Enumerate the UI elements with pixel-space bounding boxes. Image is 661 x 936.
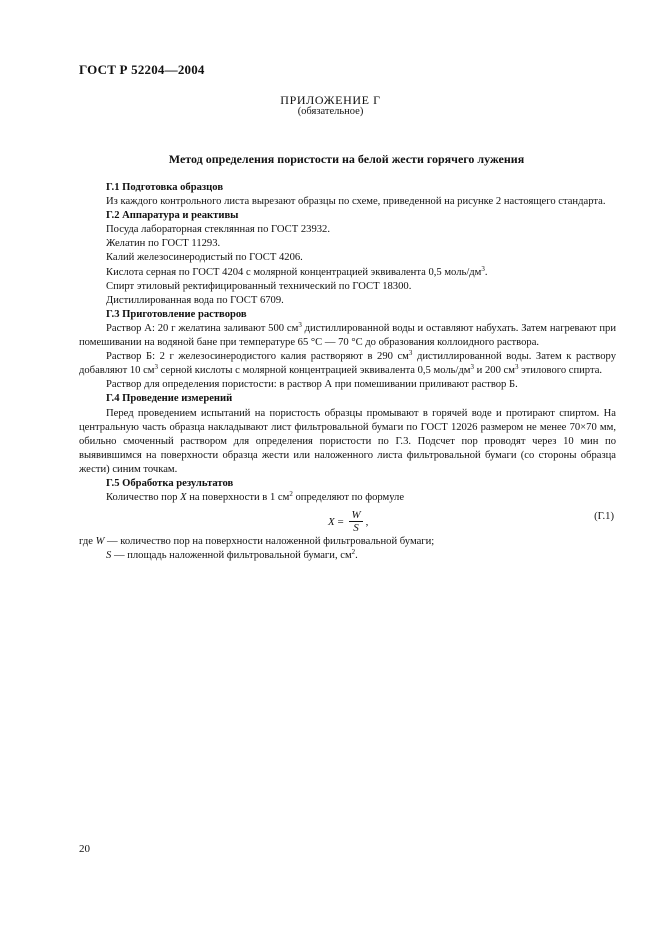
formula-tail: , bbox=[365, 515, 369, 528]
standard-code: ГОСТ Р 52204—2004 bbox=[79, 62, 205, 77]
section-g1-text: Из каждого контрольного листа вырезают образцы по схеме, приведенной на рисунке 2 настоящего стандарта. bbox=[106, 196, 606, 208]
formula-g1 bbox=[328, 509, 368, 534]
appendix-title: ПРИЛОЖЕНИЕ Г bbox=[280, 93, 381, 107]
equipment-item: Спирт этиловый ректифицированный технический по ГОСТ 18300. bbox=[106, 280, 412, 292]
porosity-solution-text: Раствор для определения пористости: в раствор А при помешивании приливают раствор Б. bbox=[106, 379, 518, 391]
section-g5-heading: Г.5 Обработка результатов bbox=[106, 477, 234, 489]
formula-numerator: W bbox=[351, 509, 361, 522]
section-g4-heading: Г.4 Проведение измерений bbox=[106, 393, 233, 405]
equipment-item: Дистиллированная вода по ГОСТ 6709. bbox=[106, 294, 284, 306]
section-g1-heading: Г.1 Подготовка образцов bbox=[106, 182, 224, 193]
section-g3-heading: Г.3 Приготовление растворов bbox=[106, 308, 247, 320]
formula-number: (Г.1) bbox=[594, 511, 614, 523]
formula-lhs: X bbox=[328, 515, 335, 528]
section-g5-text: Количество пор X на поверхности в 1 $см^2$ определяют по формуле bbox=[106, 490, 405, 504]
equipment-item: Кислота серная по ГОСТ 4204 с молярной концентрацией эквивалента 0,5 моль/$дм^3$. bbox=[106, 264, 488, 278]
formula-equals: = bbox=[334, 515, 347, 528]
document-body bbox=[79, 181, 616, 563]
page-number: 20 bbox=[79, 843, 90, 855]
formula-denominator: S bbox=[353, 522, 359, 535]
method-title: Метод определения пористости на белой жести горячего лужения bbox=[168, 152, 525, 166]
solution-b-text: Раствор Б: 2 г железосинеродистого калия растворяют в 290 $см^3$ дистиллированной воды. Затем к раствору добавляют 10 $см^3$ серной кислоты с молярной концентрацией эквивалента 0,5 моль/$дм^3$ и 200 $см^3$ этилового спирта. bbox=[79, 349, 616, 377]
equipment-item: Калий железосинеродистый по ГОСТ 4206. bbox=[106, 252, 303, 264]
equipment-item: Желатин по ГОСТ 11293. bbox=[106, 238, 221, 250]
where-s-text: S — площадь наложенной фильтровальной бумаги, $см^2$. bbox=[106, 548, 358, 562]
appendix-subtitle: (обязательное) bbox=[297, 106, 364, 117]
formula-row bbox=[79, 505, 616, 535]
section-g4-text: Перед проведением испытаний на пористость образцы промывают в горячей воде и протирают спиртом. На центральную часть образца накладывают лист фильтровальной бумаги по ГОСТ 12026 размером не менее 70×70 мм, обильно смоченный раствором для определения пористости по Г.3. Подсчет пор проводят через 10 мин по выявившимся на поверхности образца жести или наложенного листа фильтровальной бумаги (со стороны образца жести) синим точкам. bbox=[79, 407, 616, 475]
where-w-text: где W — количество пор на поверхности наложенной фильтровальной бумаги; bbox=[79, 536, 435, 548]
solution-a-text: Раствор А: 20 г желатина заливают 500 $см^3$ дистиллированной воды и оставляют набухать. Затем нагревают при помешивании на водяной бане при температуре 65 °С — 70 °С до образования коллоидного раствора. bbox=[79, 320, 616, 349]
equipment-item: Посуда лабораторная стеклянная по ГОСТ 23932. bbox=[106, 224, 330, 236]
section-g2-heading: Г.2 Аппаратура и реактивы bbox=[106, 210, 239, 222]
formula-fraction bbox=[349, 509, 362, 534]
